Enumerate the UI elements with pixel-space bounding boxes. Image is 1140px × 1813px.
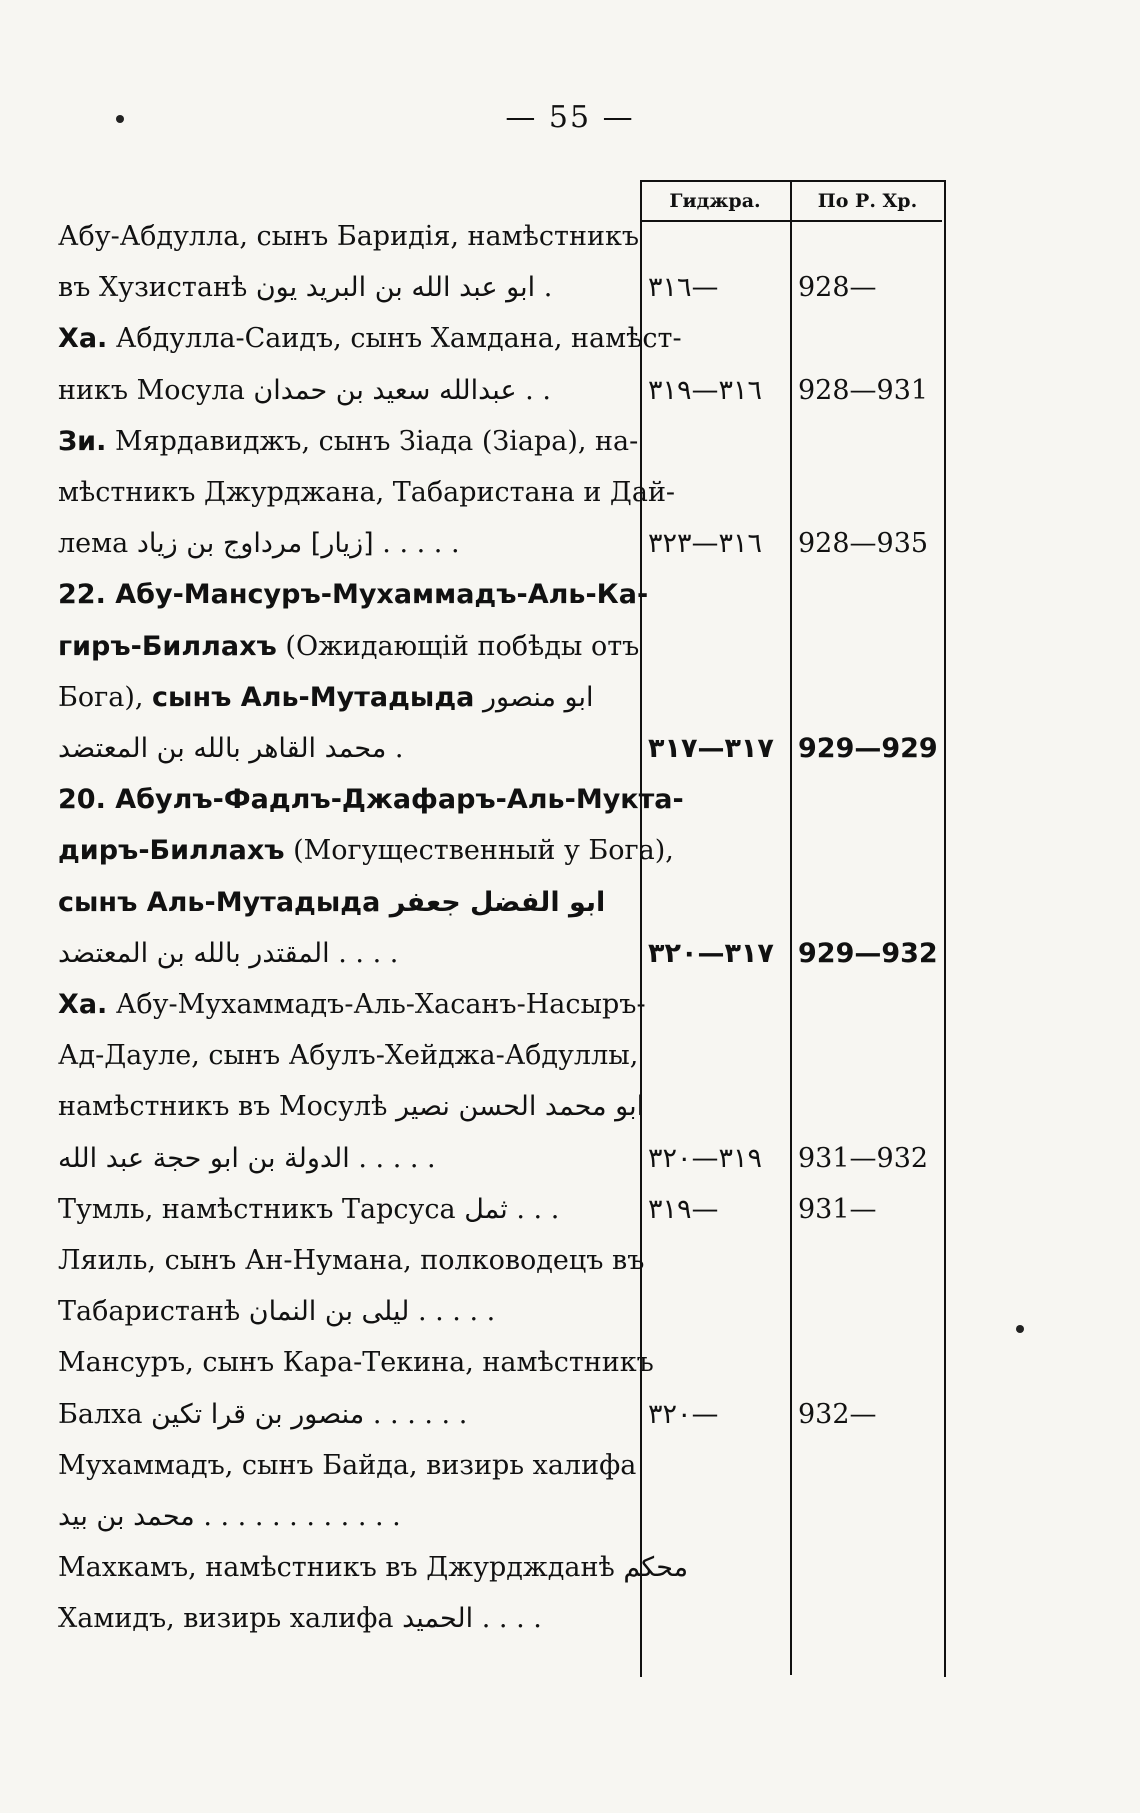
text-line [58, 1140, 620, 1178]
line-text: (Ожидающій побѣды отъ [276, 630, 640, 662]
leader-dots: . . . . [338, 937, 399, 969]
text-line [58, 730, 620, 768]
arabic-name: ابو الفضل جعفر [389, 886, 606, 918]
line-text: сынъ Аль-Мутадыда [58, 886, 381, 918]
ad-date: 932— [798, 1398, 877, 1430]
line-text: сынъ Аль-Мутадыда [152, 681, 475, 713]
ad-date: 931— [798, 1193, 877, 1225]
line-text: Мухаммадъ, сынъ Байда, визирь халифа [58, 1449, 637, 1481]
text-line [58, 218, 640, 256]
text-line [58, 1242, 645, 1280]
entry-prefix: Ха. [58, 323, 108, 355]
hijra-date: ٣١٧—٣٢٠ [648, 937, 774, 969]
text-line [58, 320, 682, 358]
line-text: 22. Абу-Мансуръ-Мухаммадъ-Аль-Ка- [58, 579, 649, 611]
text-line [58, 1498, 620, 1536]
text-line [58, 832, 674, 870]
line-text: въ Хузистанѣ [58, 272, 248, 304]
text-line [58, 986, 646, 1024]
text-line [58, 1396, 620, 1434]
ad-date: 928— [798, 272, 877, 304]
line-text: Балха [58, 1398, 143, 1430]
ad-date: 931—932 [798, 1142, 929, 1174]
text-line [58, 1293, 620, 1331]
line-text: (Могущественный у Бога), [284, 835, 674, 867]
text-line [58, 1549, 689, 1587]
page-number: — 55 — [505, 100, 635, 135]
line-text: Абдулла-Саидъ, сынъ Хамдана, намѣст- [107, 323, 682, 355]
text-line [58, 525, 620, 563]
text-line [58, 935, 620, 973]
hijra-date: ٣١٧—٣١٧ [648, 733, 774, 764]
leader-dots: . [543, 272, 553, 304]
hijra-date: ٣١٦—٣٢٣ [648, 528, 763, 560]
text-line [58, 1344, 654, 1382]
arabic-name: ليلى بن النمان [248, 1296, 410, 1328]
entry-prefix: Ха. [58, 989, 108, 1020]
line-text: намѣстникъ въ Мосулѣ [58, 1091, 388, 1123]
header-rule [640, 220, 942, 222]
speck [116, 115, 124, 123]
leader-dots: . . . . . [358, 1142, 436, 1174]
arabic-name: ثمل [464, 1193, 508, 1225]
entry-prefix: Зи. [58, 425, 107, 457]
leader-dots: . . . . . [417, 1296, 496, 1328]
arabic-name: محكم [623, 1552, 689, 1584]
arabic-name: ابو منصور [482, 681, 594, 713]
column-divider [790, 182, 792, 1675]
line-text: диръ-Биллахъ [58, 835, 285, 867]
line-text: никъ Мосула [58, 374, 245, 406]
line-text: Мансуръ, сынъ Кара-Текина, намѣстникъ [58, 1347, 654, 1379]
line-text: Махкамъ, намѣстникъ въ Джурджданѣ [58, 1552, 615, 1584]
text-line [58, 679, 620, 717]
line-text: Хамидъ, визирь халифа [58, 1603, 394, 1635]
leader-dots: . . [525, 374, 551, 406]
line-text: 20. Абулъ-Фадлъ-Джафаръ-Аль-Мукта- [58, 784, 684, 816]
hijra-date: ٣١٦— [648, 272, 719, 304]
line-text: Абу-Мухаммадъ-Аль-Хасанъ-Насыръ- [107, 989, 646, 1020]
arabic-name: ابو عبد الله بن البريد يون [255, 272, 536, 304]
arabic-name: الحميد [402, 1603, 474, 1635]
line-text: лема [58, 528, 129, 560]
text-line [58, 1600, 620, 1638]
text-line [58, 1088, 645, 1126]
line-text: гиръ-Биллахъ [58, 630, 277, 662]
text-line [58, 372, 620, 410]
text-line [58, 576, 649, 614]
ad-date: 929—932 [798, 937, 938, 969]
ad-column-header: По Р. Хр. [817, 190, 918, 212]
line-text: Ляиль, сынъ Ан-Нумана, полководецъ въ [58, 1245, 645, 1276]
ad-date: 929—929 [798, 733, 938, 764]
arabic-name: الدولة بن ابو حجة عبد الله [58, 1142, 350, 1174]
leader-dots: . . . . . [382, 528, 460, 560]
text-line [58, 1447, 637, 1485]
line-text: Ад-Дауле, сынъ Абулъ-Хейджа-Абдуллы, [58, 1040, 639, 1072]
hijra-column-header: Гиджра. [669, 190, 761, 212]
leader-dots: . . . [516, 1193, 560, 1225]
leader-dots: . . . . [481, 1603, 542, 1635]
line-text: Тумль, намѣстникъ Тарсуса [58, 1193, 456, 1225]
text-line [58, 884, 620, 922]
ad-date: 928—935 [798, 528, 929, 560]
arabic-name: [زيار] مرداوج بن زياد [136, 528, 374, 560]
arabic-name: عبدالله سعيد بن حمدان [253, 374, 517, 406]
hijra-date: ٣١٦—٣١٩ [648, 374, 763, 406]
arabic-name: المقتدر بالله بن المعتضد [58, 937, 330, 969]
text-line [58, 423, 639, 461]
text-line [58, 1037, 639, 1075]
text-line [58, 1191, 620, 1229]
text-line [58, 781, 684, 819]
leader-dots: . [394, 733, 404, 764]
text-line [58, 474, 676, 512]
leader-dots: . . . . . . . . . . . . [203, 1501, 401, 1532]
speck [1016, 1325, 1024, 1333]
leader-dots: . . . . . . [372, 1398, 468, 1430]
text-line [58, 628, 640, 666]
hijra-date: ٣٢٠— [648, 1398, 719, 1430]
arabic-name: ابو محمد الحسن نصير [395, 1091, 645, 1123]
hijra-date: ٣١٩—٣٢٠ [648, 1142, 763, 1174]
line-text: Мярдавиджъ, сынъ Зіада (Зіара), на- [106, 425, 639, 457]
line-text: Бога), [58, 681, 153, 713]
ad-date: 928—931 [798, 374, 929, 406]
line-text: Абу-Абдулла, сынъ Баридія, намѣстникъ [58, 221, 640, 252]
line-text: Табаристанѣ [58, 1296, 241, 1328]
arabic-name: منصور بن قرا تكين [151, 1398, 365, 1430]
arabic-name: محمد القاهر بالله بن المعتضد [58, 733, 387, 764]
text-line [58, 269, 620, 307]
arabic-name: محمد بن بيد [58, 1501, 195, 1532]
line-text: мѣстникъ Джурджана, Табаристана и Дай- [58, 477, 676, 508]
hijra-date: ٣١٩— [648, 1193, 719, 1225]
